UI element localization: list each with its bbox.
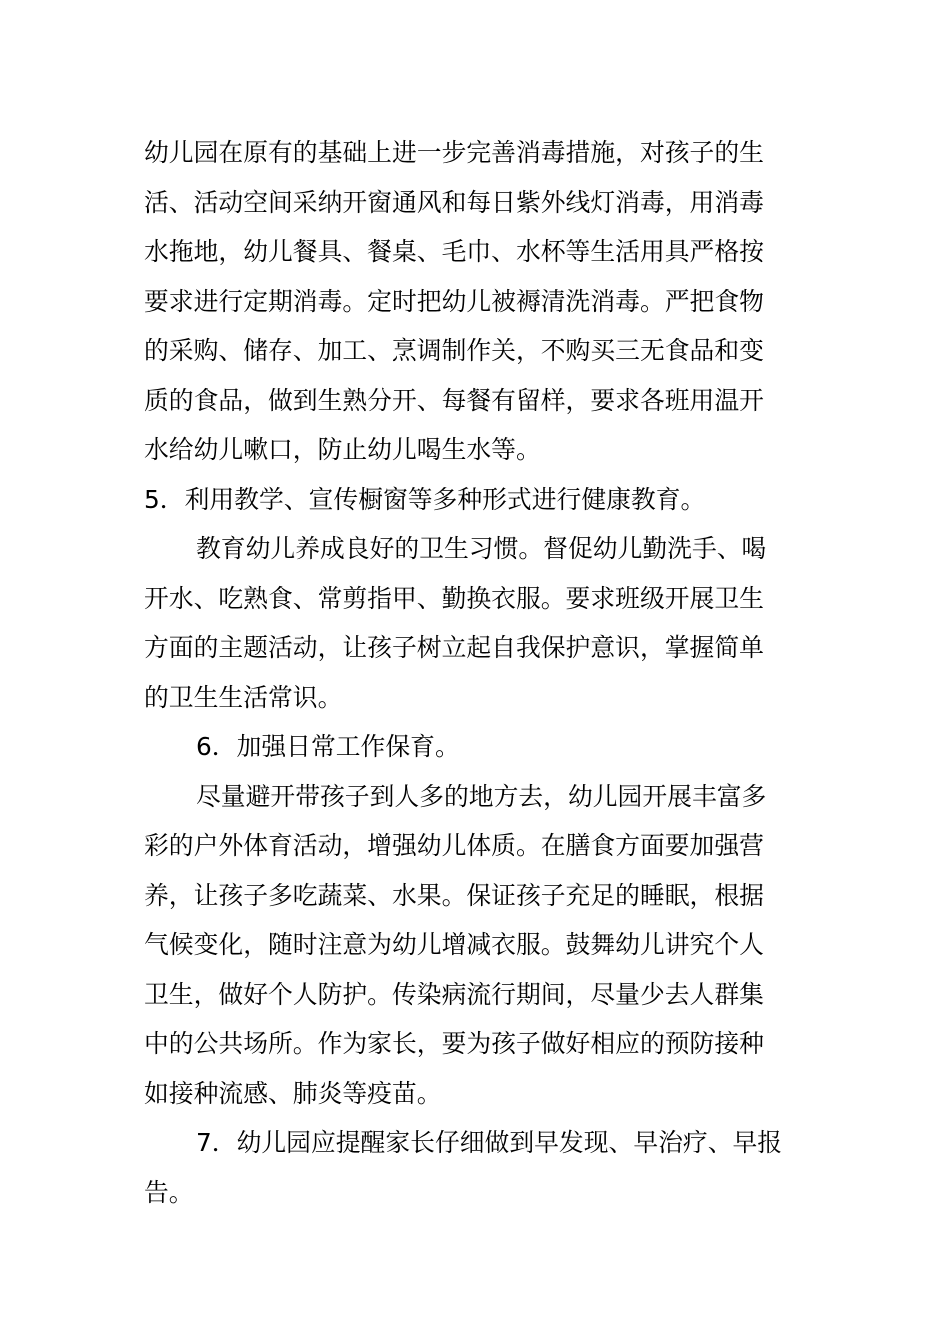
section-heading-7	[144, 1118, 814, 1217]
text-line: 卫生，做好个人防护。传染病流行期间，尽量少去人群集	[144, 979, 764, 1009]
text-line: 养，让孩子多吃蔬菜、水果。保证孩子充足的睡眠，根据	[144, 880, 764, 910]
text-line: 彩的户外体育活动，增强幼儿体质。在膳食方面要加强营	[144, 831, 764, 860]
paragraph-disinfection	[144, 128, 814, 475]
text-line: 的卫生生活常识。	[144, 682, 343, 712]
text-line: 尽量避开带孩子到人多的地方去，幼儿园开展丰富多	[196, 781, 767, 811]
text-line: 水拖地，幼儿餐具、餐桌、毛巾、水杯等生活用具严格按	[144, 237, 764, 266]
text-line: 的采购、储存、加工、烹调制作关，不购买三无食品和变	[144, 336, 764, 365]
text-line: 开水、吃熟食、常剪指甲、勤换衣服。要求班级开展卫生	[144, 583, 764, 613]
text-line: 要求进行定期消毒。定时把幼儿被褥清洗消毒。严把食物	[144, 286, 764, 316]
paragraph-daily-care	[144, 772, 814, 1119]
section-heading-6	[144, 722, 814, 772]
text-line: 中的公共场所。作为家长，要为孩子做好相应的预防接种	[144, 1029, 764, 1058]
text-line: 幼儿园在原有的基础上进一步完善消毒措施，对孩子的生	[144, 138, 764, 167]
paragraph-health-education	[144, 524, 814, 722]
text-line: 水给幼儿嗽口，防止幼儿喝生水等。	[144, 435, 541, 464]
text-line: 气候变化，随时注意为幼儿增减衣服。鼓舞幼儿讲究个人	[144, 930, 764, 959]
heading-line: 告。	[144, 1177, 194, 1207]
text-line: 方面的主题活动，让孩子树立起自我保护意识，掌握简单	[144, 633, 764, 662]
heading-line: 6．加强日常工作保育。	[196, 732, 460, 761]
text-line: 质的食品，做到生熟分开、每餐有留样，要求各班用温开	[144, 385, 764, 415]
text-line: 活、活动空间采纳开窗通风和每日紫外线灯消毒，用消毒	[144, 187, 764, 217]
text-line: 如接种流感、肺炎等疫苗。	[144, 1078, 442, 1108]
heading-line: 7．幼儿园应提醒家长仔细做到早发现、早治疗、早报	[196, 1128, 783, 1157]
heading-line: 5．利用教学、宣传橱窗等多种形式进行健康教育。	[144, 484, 706, 514]
document-body	[144, 128, 814, 1217]
section-heading-5	[144, 475, 814, 525]
text-line: 教育幼儿养成良好的卫生习惯。督促幼儿勤洗手、喝	[196, 534, 767, 563]
